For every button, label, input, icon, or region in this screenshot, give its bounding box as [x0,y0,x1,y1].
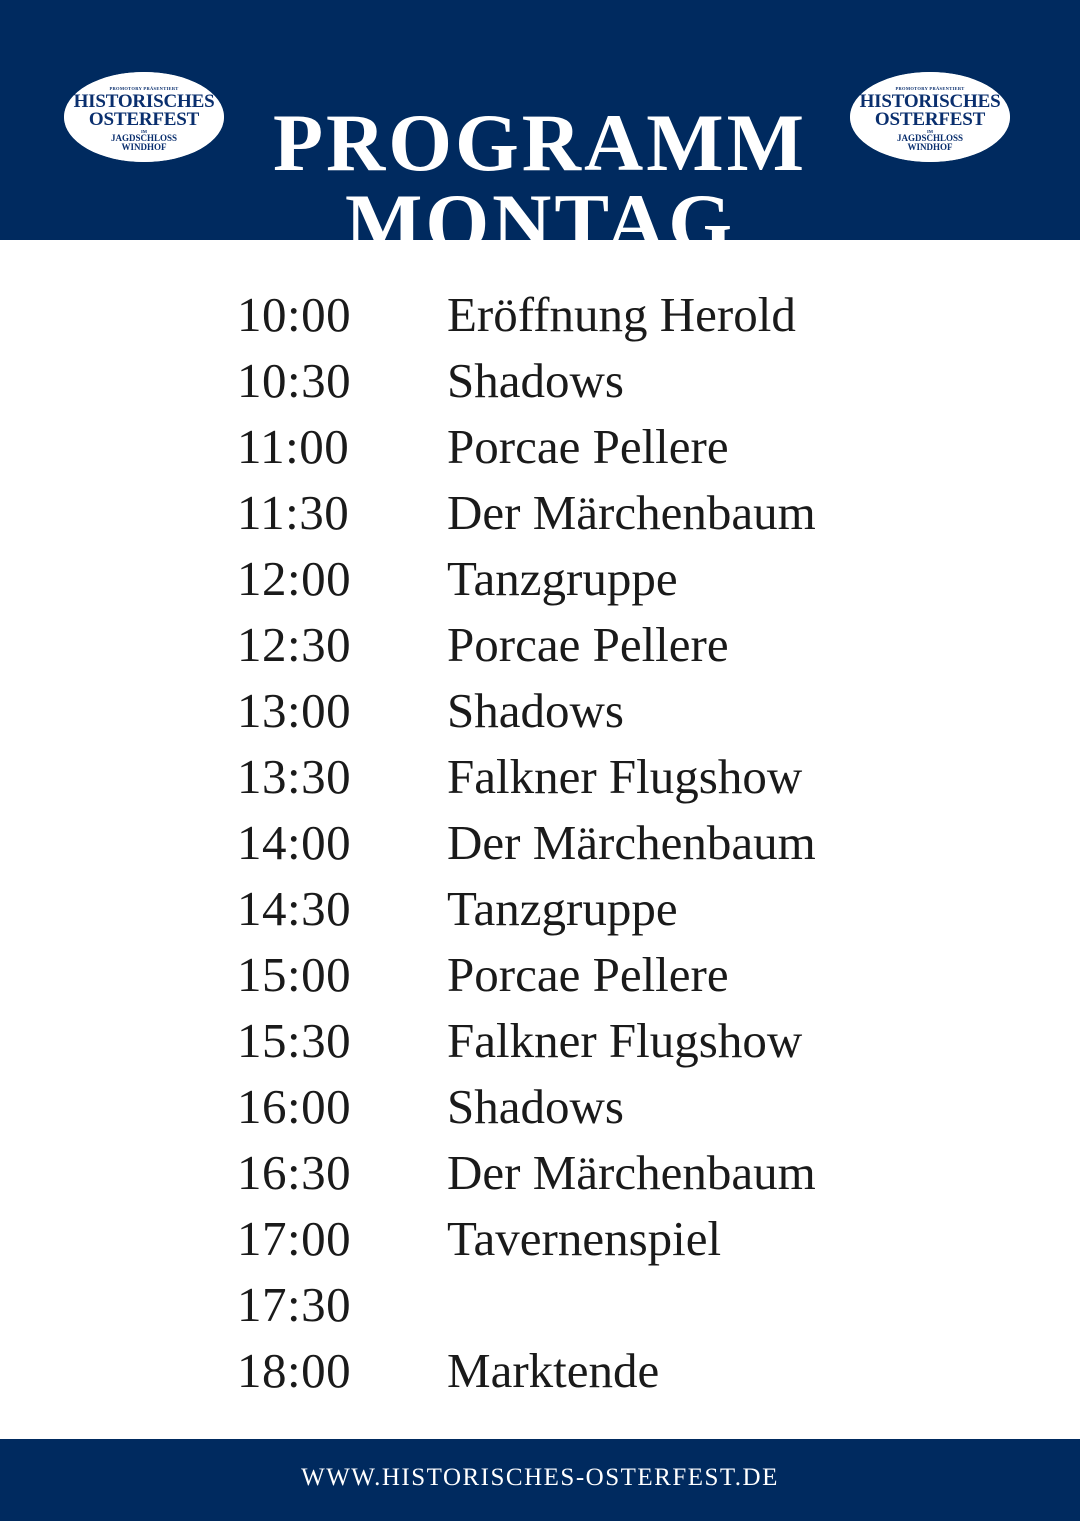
schedule-act: Der Märchenbaum [447,815,816,870]
schedule-time: 14:30 [237,881,352,936]
schedule-act: Shadows [447,1079,624,1134]
schedule-row [0,678,1080,744]
schedule-row [0,1338,1080,1404]
logo-line-2: OSTERFEST [874,109,986,130]
logo-line-3: IM [927,129,933,134]
schedule-row [0,942,1080,1008]
schedule-list [0,282,1080,1404]
schedule-act: Shadows [447,353,624,408]
schedule-row [0,1272,1080,1338]
schedule-time: 12:30 [237,617,352,672]
schedule-time: 15:00 [237,947,352,1002]
logo-line-2: OSTERFEST [88,109,200,130]
title-line-2: MONTAG [344,176,735,268]
schedule-act: Eröffnung Herold [447,287,796,342]
schedule-act: Der Märchenbaum [447,1145,816,1200]
schedule-row [0,1206,1080,1272]
schedule-time: 12:00 [237,551,352,606]
schedule-time: 17:00 [237,1211,352,1266]
footer-banner [0,1439,1080,1521]
schedule-row [0,1074,1080,1140]
schedule-act: Shadows [447,683,624,738]
schedule-row [0,1140,1080,1206]
logo-kicker: PROMOTORY PRÄSENTIERT [895,86,965,91]
schedule-act: Falkner Flugshow [447,1013,803,1068]
schedule-time: 11:00 [237,419,350,474]
schedule-time: 10:00 [237,287,352,342]
schedule-row [0,810,1080,876]
schedule-act: Falkner Flugshow [447,749,803,804]
festival-logo-right [850,72,1010,162]
schedule-act: Tanzgruppe [447,881,678,936]
logo-line-3: IM [141,129,147,134]
schedule-row [0,480,1080,546]
title-line-1: PROGRAMM [272,96,808,188]
schedule-time: 10:30 [237,353,352,408]
schedule-act: Tavernenspiel [447,1211,722,1266]
logo-line-4: JAGDSCHLOSS [110,133,178,143]
schedule-act: Marktende [447,1343,660,1398]
logo-line-1: HISTORISCHES [73,91,215,112]
schedule-row [0,744,1080,810]
page-title [240,96,840,268]
logo-line-1: HISTORISCHES [859,91,1001,112]
festival-logo-left [64,72,224,162]
logo-kicker: PROMOTORY PRÄSENTIERT [109,86,179,91]
schedule-row [0,546,1080,612]
schedule-act: Porcae Pellere [447,947,729,1002]
schedule-time: 11:30 [237,485,350,540]
schedule-act: Der Märchenbaum [447,485,816,540]
schedule-act: Porcae Pellere [447,617,729,672]
schedule-time: 18:00 [237,1343,352,1398]
schedule-act: Tanzgruppe [447,551,678,606]
logo-line-5: WINDHOF [121,142,167,152]
schedule-time: 13:30 [237,749,352,804]
website-link[interactable]: WWW.HISTORISCHES-OSTERFEST.DE [301,1464,779,1491]
schedule-time: 15:30 [237,1013,352,1068]
schedule-act: Porcae Pellere [447,419,729,474]
schedule-time: 16:30 [237,1145,352,1200]
schedule-time: 13:00 [237,683,352,738]
schedule-row [0,1008,1080,1074]
schedule-row [0,282,1080,348]
schedule-row [0,876,1080,942]
header-banner [0,0,1080,268]
schedule-time: 17:30 [237,1277,352,1332]
schedule-time: 16:00 [237,1079,352,1134]
schedule-time: 14:00 [237,815,352,870]
schedule-row [0,414,1080,480]
schedule-row [0,348,1080,414]
logo-line-5: WINDHOF [907,142,953,152]
logo-line-4: JAGDSCHLOSS [896,133,964,143]
schedule-row [0,612,1080,678]
